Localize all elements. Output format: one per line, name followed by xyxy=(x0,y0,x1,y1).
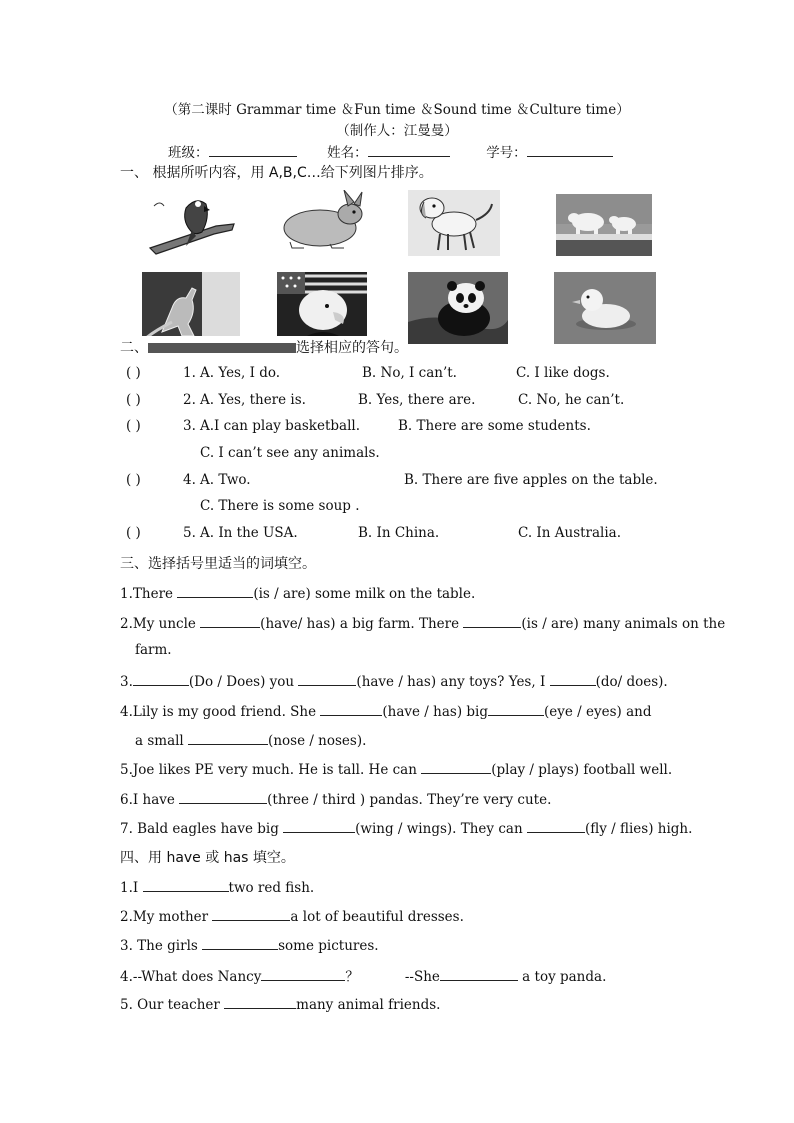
option-b: B. There are five apples on the table. xyxy=(404,472,658,488)
option-a: A.I can play basketball. xyxy=(200,418,361,434)
text: (eye / eyes) and xyxy=(543,704,652,720)
text: (three / third ) pandas. They’re very cute. xyxy=(267,792,552,808)
text: 3. xyxy=(120,674,133,690)
fill-blank[interactable] xyxy=(261,966,345,981)
text: (nose / noses). xyxy=(268,733,367,749)
dog-icon xyxy=(408,190,500,256)
option-c: C. I like dogs. xyxy=(516,365,610,381)
text: 7. Bald eagles have big xyxy=(120,821,284,837)
text: ？ xyxy=(345,969,359,985)
answer-paren[interactable]: ( ) xyxy=(126,392,141,408)
q2-4 xyxy=(126,472,658,488)
fill-blank[interactable] xyxy=(179,789,267,804)
section2-heading-tail: 选择相应的答句。 xyxy=(296,340,408,356)
text: some pictures. xyxy=(278,938,379,954)
option-a: A. Yes, I do. xyxy=(200,365,281,381)
text: 3. The girls xyxy=(120,938,203,954)
text: (have/ has) a big farm. There xyxy=(260,616,464,632)
class-label: 班级： xyxy=(168,145,209,161)
text: (wing / wings). They can xyxy=(355,821,527,837)
option-b: B. In China. xyxy=(358,525,440,541)
answer-paren[interactable]: ( ) xyxy=(126,418,141,434)
eagle-icon xyxy=(277,272,367,344)
option-b: B. There are some students. xyxy=(398,418,591,434)
q2-3-option-c: C. I can’t see any animals. xyxy=(200,445,380,461)
number-blank[interactable] xyxy=(527,142,613,157)
section1-heading: 一、 根据所听内容，用 A,B,C…给下列图片排序。 xyxy=(120,165,433,181)
s3-line-6 xyxy=(120,789,551,808)
obscured-text-smudge xyxy=(148,343,296,353)
s4-line-1 xyxy=(120,877,314,896)
question-number: 2. xyxy=(183,392,196,408)
s3-line-7 xyxy=(120,818,692,837)
text: --She xyxy=(404,969,440,985)
fill-blank[interactable] xyxy=(440,966,518,981)
text: (have / has) big xyxy=(382,704,488,720)
text: a toy panda. xyxy=(517,969,607,985)
text: (fly / flies) high. xyxy=(584,821,693,837)
option-c: C. In Australia. xyxy=(518,525,622,541)
fill-blank[interactable] xyxy=(212,906,290,921)
text: 1.There xyxy=(120,586,178,602)
q2-4-option-c: C. There is some soup . xyxy=(200,498,360,514)
s4-line-5 xyxy=(120,994,440,1013)
fill-blank[interactable] xyxy=(298,671,356,686)
text: 2.My uncle xyxy=(120,616,201,632)
text: (have / has) any toys? Yes, I xyxy=(356,674,550,690)
s3-line-4 xyxy=(120,701,651,720)
section4-heading: 四、用 have 或 has 填空。 xyxy=(120,850,295,866)
text: 5.Joe likes PE very much. He is tall. He can xyxy=(120,762,422,778)
question-number: 1. xyxy=(183,365,196,381)
option-b: B. Yes, there are. xyxy=(358,392,476,408)
q2-3 xyxy=(126,418,591,434)
fill-blank[interactable] xyxy=(200,613,260,628)
answer-paren[interactable]: ( ) xyxy=(126,365,141,381)
text: (do/ does). xyxy=(595,674,668,690)
option-a: A. Two. xyxy=(200,472,251,488)
fill-blank[interactable] xyxy=(133,671,189,686)
fill-blank[interactable] xyxy=(550,671,596,686)
question-number: 4. xyxy=(183,472,196,488)
name-blank[interactable] xyxy=(368,142,450,157)
text: (play / plays) football well. xyxy=(491,762,673,778)
number-label: 学号： xyxy=(486,145,527,161)
option-a: A. Yes, there is. xyxy=(200,392,306,408)
text: 6.I have xyxy=(120,792,180,808)
fill-blank[interactable] xyxy=(527,818,585,833)
text: 4.--What does Nancy xyxy=(120,969,262,985)
text: two red fish. xyxy=(228,880,315,896)
parrot-icon xyxy=(146,186,238,258)
worksheet-title: （第二课时 Grammar time ＆Fun time ＆Sound time ＆Culture time） xyxy=(164,102,630,118)
text: (Do / Does) you xyxy=(188,674,299,690)
option-c: C. No, he can’t. xyxy=(518,392,625,408)
s4-line-4 xyxy=(120,965,606,985)
polar-bears-icon xyxy=(556,194,652,256)
fill-blank[interactable] xyxy=(488,701,544,716)
panda-icon xyxy=(408,272,508,344)
question-number: 5. xyxy=(183,525,196,541)
question-number: 3. xyxy=(183,418,196,434)
s3-line-2 xyxy=(120,613,725,632)
section2-number: 二、 xyxy=(120,340,148,356)
text: 4.Lily is my good friend. She xyxy=(120,704,321,720)
name-label: 姓名： xyxy=(327,145,368,161)
text: (is / are) many animals on the xyxy=(521,616,726,632)
duckling-icon xyxy=(554,272,656,344)
class-blank[interactable] xyxy=(209,142,297,157)
answer-paren[interactable]: ( ) xyxy=(126,472,141,488)
fill-blank[interactable] xyxy=(283,818,355,833)
text: 5. Our teacher xyxy=(120,997,225,1013)
fill-blank[interactable] xyxy=(224,994,296,1009)
q2-1 xyxy=(126,365,610,381)
s4-line-3 xyxy=(120,935,379,954)
text: 2.My mother xyxy=(120,909,213,925)
fill-blank[interactable] xyxy=(202,935,278,950)
s3-line-4-cont xyxy=(135,730,366,749)
text: 1.I xyxy=(120,880,143,896)
author-line: （制作人：江曼曼） xyxy=(336,123,458,139)
fill-blank[interactable] xyxy=(320,701,382,716)
option-a: A. In the USA. xyxy=(200,525,298,541)
fill-blank[interactable] xyxy=(177,583,253,598)
s3-line-2-cont: farm. xyxy=(135,642,172,658)
s3-line-5 xyxy=(120,759,672,778)
text: a lot of beautiful dresses. xyxy=(290,909,464,925)
fill-blank[interactable] xyxy=(188,730,268,745)
s3-line-3 xyxy=(120,671,668,690)
student-info xyxy=(168,141,613,161)
fill-blank[interactable] xyxy=(463,613,521,628)
text: a small xyxy=(135,733,189,749)
s4-line-2 xyxy=(120,906,464,925)
kangaroo-icon xyxy=(142,272,240,342)
text: (is / are) some milk on the table. xyxy=(253,586,476,602)
s3-line-1 xyxy=(120,583,475,602)
fill-blank[interactable] xyxy=(421,759,491,774)
section3-heading: 三、选择括号里适当的词填空。 xyxy=(120,556,316,572)
option-b: B. No, I can’t. xyxy=(362,365,457,381)
section2-heading xyxy=(120,337,408,357)
text: many animal friends. xyxy=(296,997,441,1013)
rabbit-icon xyxy=(270,190,370,252)
fill-blank[interactable] xyxy=(143,877,229,892)
answer-paren[interactable]: ( ) xyxy=(126,525,141,541)
q2-2 xyxy=(126,392,625,408)
q2-5 xyxy=(126,525,622,541)
